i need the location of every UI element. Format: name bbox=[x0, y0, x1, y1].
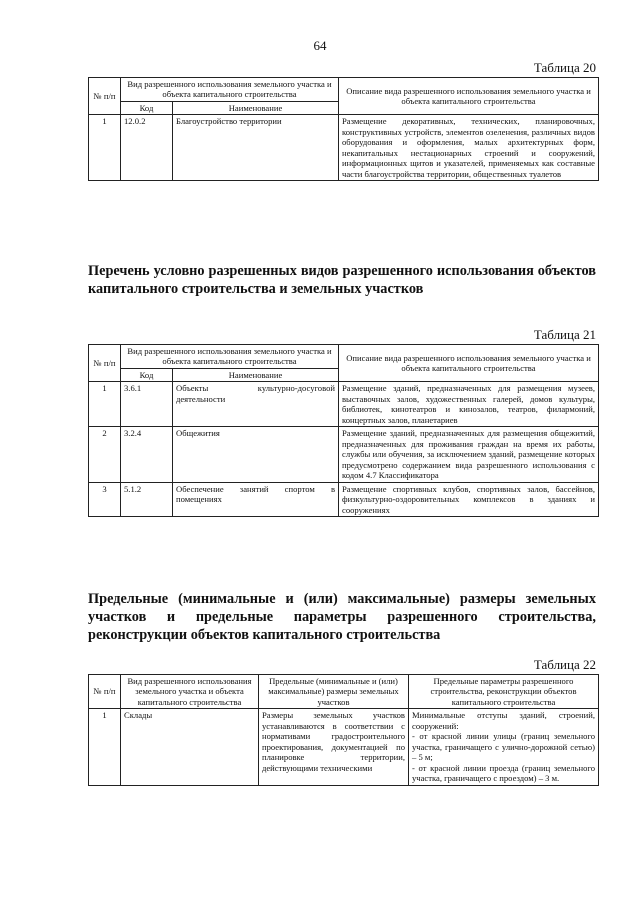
cell-param: Минимальные отступы зданий, строений, сооружений: - от красной линии улицы (границ земельного участка, граничащего с улично-дорожной сетью) – 5 м; - от красной линии проезда (границ земельного участка, граничащего с проездом) – 3 м. bbox=[409, 709, 599, 785]
cell-name: Объекты культурно-досуговой деятельности bbox=[173, 382, 339, 427]
cell-opis: Размещение декоративных, технических, планировочных, конструктивных устройств, элементов озеленения, различных видов оборудования и оформления, малых архитектурных форм, некапитальных нестационарных строений и сооружений, информационных щитов и указателей, применяемых как составные части благоустройства территории, общественных туалетов bbox=[339, 115, 599, 181]
cell-name: Обеспечение занятий спортом в помещениях bbox=[173, 482, 339, 516]
table-21-caption: Таблица 21 bbox=[533, 327, 596, 342]
header-vid: Вид разрешенного использования земельного участка и объекта капитального строительства bbox=[121, 78, 339, 102]
header-opis: Описание вида разрешенного использования земельного участка и объекта капитального строительства bbox=[339, 345, 599, 382]
header-num: № п/п bbox=[89, 78, 121, 115]
cell-num: 3 bbox=[89, 482, 121, 516]
heading-conditional-uses: Перечень условно разрешенных видов разрешенного использования объектов капитального строительства и земельных участков bbox=[88, 263, 596, 297]
header-param: Предельные параметры разрешенного строительства, реконструкции объектов капитального строительства bbox=[409, 675, 599, 709]
header-razm: Предельные (минимальные и (или) максимальные) размеры земельных участков bbox=[259, 675, 409, 709]
header-vid: Вид разрешенного использования земельного участка и объекта капитального строительства bbox=[121, 345, 339, 369]
cell-kod: 5.1.2 bbox=[121, 482, 173, 516]
cell-num: 1 bbox=[89, 709, 121, 785]
table-22 bbox=[88, 674, 599, 786]
table-row bbox=[89, 382, 599, 427]
table-21 bbox=[88, 344, 599, 517]
table-row bbox=[89, 709, 599, 785]
header-kod: Код bbox=[121, 101, 173, 114]
header-num: № п/п bbox=[89, 345, 121, 382]
cell-num: 1 bbox=[89, 382, 121, 427]
page-number: 64 bbox=[313, 38, 327, 53]
cell-opis: Размещение зданий, предназначенных для размещения общежитий, предназначенных для проживания граждан на время их работы, службы или обучения, за исключением зданий, размещение которых предусмотрено содержанием вида разрешенного использования с кодом 4.7 Классификатора bbox=[339, 427, 599, 482]
cell-razm: Размеры земельных участков устанавливаются в соответствии с нормативами градостроительного проектирования, документацией по планировке территории, действующими техническими bbox=[259, 709, 409, 785]
table-20-caption: Таблица 20 bbox=[533, 60, 596, 75]
cell-name: Общежития bbox=[173, 427, 339, 482]
header-vid: Вид разрешенного использования земельного участка и объекта капитального строительства bbox=[121, 675, 259, 709]
cell-vid: Склады bbox=[121, 709, 259, 785]
cell-num: 2 bbox=[89, 427, 121, 482]
cell-num: 1 bbox=[89, 115, 121, 181]
cell-kod: 3.2.4 bbox=[121, 427, 173, 482]
cell-name: Благоустройство территории bbox=[173, 115, 339, 181]
header-kod: Код bbox=[121, 368, 173, 381]
table-row bbox=[89, 115, 599, 181]
header-name: Наименование bbox=[173, 101, 339, 114]
cell-opis: Размещение спортивных клубов, спортивных залов, бассейнов, физкультурно-оздоровительных комплексов в зданиях и сооружениях bbox=[339, 482, 599, 516]
table-22-caption: Таблица 22 bbox=[533, 657, 596, 672]
header-name: Наименование bbox=[173, 368, 339, 381]
heading-limit-sizes: Предельные (минимальные и (или) максимальные) размеры земельных участков и предельные параметры разрешенного строительства, реконструкции объектов капитального строительства bbox=[88, 591, 596, 643]
table-row bbox=[89, 482, 599, 516]
header-num: № п/п bbox=[89, 675, 121, 709]
cell-opis: Размещение зданий, предназначенных для размещения музеев, выставочных залов, художественных галерей, домов культуры, библиотек, кинотеатров и кинозалов, театров, филармоний, концертных залов, планетариев bbox=[339, 382, 599, 427]
header-opis: Описание вида разрешенного использования земельного участка и объекта капитального строительства bbox=[339, 78, 599, 115]
table-20 bbox=[88, 77, 599, 181]
table-row bbox=[89, 427, 599, 482]
cell-kod: 12.0.2 bbox=[121, 115, 173, 181]
cell-kod: 3.6.1 bbox=[121, 382, 173, 427]
